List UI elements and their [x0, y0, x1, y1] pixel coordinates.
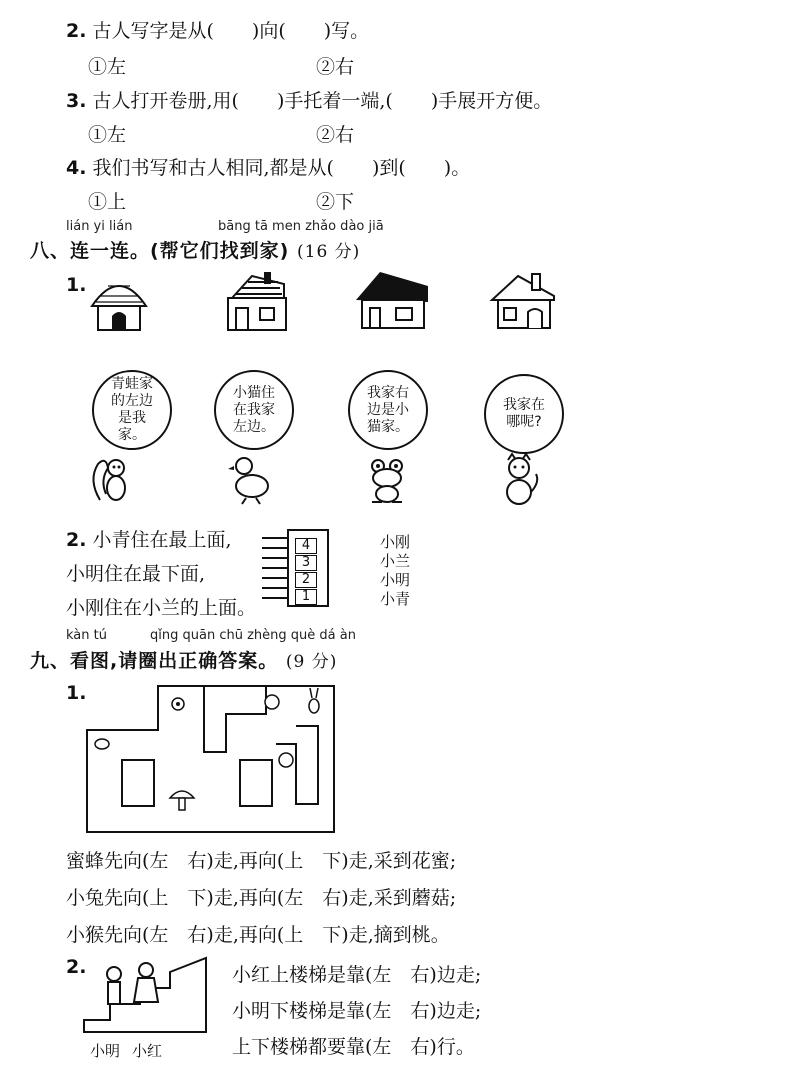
section-title: 九、看图,请圈出正确答案。: [30, 650, 279, 672]
bee-icon: [95, 739, 109, 749]
name-item[interactable]: 小明: [380, 571, 411, 589]
section-9-heading: [30, 646, 337, 673]
pinyin: qǐng quān chū zhèng què dá àn: [150, 628, 356, 643]
brick-house-icon[interactable]: [222, 270, 292, 334]
kid-label: 小明: [90, 1042, 121, 1060]
floor-box[interactable]: 1: [295, 589, 317, 605]
option-up[interactable]: ①上: [88, 191, 127, 213]
kid-label: 小红: [132, 1042, 163, 1060]
answer-line[interactable]: 蜜蜂先向(左 右)走,再向(上 下)走,采到花蜜;: [66, 850, 457, 872]
question-text: 古人打开卷册,用( )手托着一端,( )手展开方便。: [92, 90, 553, 112]
option-right[interactable]: ②右: [316, 124, 355, 146]
name-item[interactable]: 小兰: [380, 552, 411, 570]
cottage-icon[interactable]: [488, 270, 558, 334]
black-roof-house-icon[interactable]: [352, 268, 432, 334]
name-item[interactable]: 小青: [380, 590, 411, 608]
question-number: 2.: [66, 529, 87, 551]
floor-box[interactable]: 4: [295, 538, 317, 554]
pinyin: kàn tú: [66, 628, 107, 643]
peach-icon: [265, 695, 279, 709]
section-points: (9 分): [285, 652, 338, 672]
question-text: 古人写字是从( )向( )写。: [92, 20, 370, 42]
answer-line[interactable]: 上下楼梯都要靠(左 右)行。: [232, 1036, 475, 1058]
floor-box[interactable]: 3: [295, 555, 317, 571]
girl-icon: [134, 963, 158, 1002]
boy-icon: [107, 967, 121, 1004]
question-number: 3.: [66, 90, 87, 112]
question-3: [66, 86, 552, 113]
speech-bubble: 小猫住在我家左边。: [214, 370, 294, 450]
question-number: 4.: [66, 157, 87, 179]
option-left[interactable]: ①左: [88, 56, 127, 78]
pinyin: lián yi lián: [66, 219, 133, 234]
pinyin: bāng tā men zhǎo dào jiā: [218, 219, 384, 234]
answer-line[interactable]: 小红上楼梯是靠(左 右)边走;: [232, 964, 482, 986]
question-2-line: 小刚住在小兰的上面。: [66, 597, 257, 619]
flower-icon: [172, 698, 184, 710]
frog-icon[interactable]: [362, 456, 412, 506]
squirrel-icon[interactable]: [86, 450, 132, 506]
section-title: 八、连一连。(帮它们找到家): [30, 240, 290, 262]
name-item[interactable]: 小刚: [380, 533, 411, 551]
question-number: 2.: [66, 20, 87, 42]
question-4: [66, 153, 470, 180]
floor-numbers: [295, 538, 317, 605]
maze-map: [86, 684, 336, 834]
option-left[interactable]: ①左: [88, 124, 127, 146]
speech-bubble: 我家在哪呢?: [484, 374, 564, 454]
question-2-line: 2. 小青住在最上面,: [66, 529, 232, 551]
duck-icon[interactable]: [228, 452, 272, 506]
monkey-icon: [279, 753, 293, 767]
floor-box[interactable]: 2: [295, 572, 317, 588]
question-2: [66, 16, 369, 43]
hut-icon[interactable]: [88, 272, 150, 334]
speech-bubble: 青蛙家的左边是我家。: [92, 370, 172, 450]
answer-line[interactable]: 小兔先向(上 下)走,再向(左 右)走,采到蘑菇;: [66, 887, 457, 909]
question-number: 2.: [66, 956, 87, 978]
cat-icon[interactable]: [494, 452, 544, 508]
name-list: [380, 533, 410, 609]
section-8-heading: [30, 236, 360, 263]
answer-line[interactable]: 小猴先向(左 右)走,再向(上 下)走,摘到桃。: [66, 924, 450, 946]
question-number: 1.: [66, 682, 87, 704]
option-right[interactable]: ②右: [316, 56, 355, 78]
question-number: 1.: [66, 274, 87, 296]
answer-line[interactable]: 小明下楼梯是靠(左 右)边走;: [232, 1000, 482, 1022]
speech-bubble: 我家右边是小猫家。: [348, 370, 428, 450]
question-text: 我们书写和古人相同,都是从( )到( )。: [92, 157, 471, 179]
stairs-icon: [80, 956, 210, 1036]
option-down[interactable]: ②下: [316, 191, 355, 213]
section-points: (16 分): [297, 242, 361, 262]
question-2-line: 小明住在最下面,: [66, 563, 206, 585]
